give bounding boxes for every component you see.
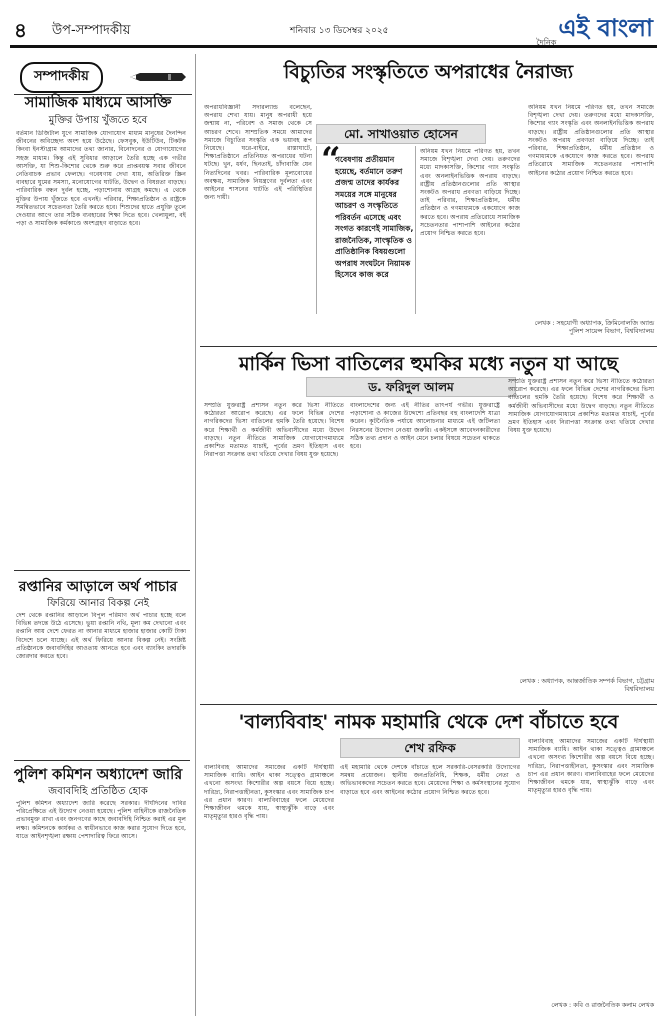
- article-3-body-right: বাল্যবিবাহ আমাদের সমাজের একটি দীর্ঘস্থায়ী সামাজিক ব্যাধি। আইন থাকা সত্ত্বেও গ্রামাঞ্চলে এখনো অসংখ্য কিশোরীর অল্প বয়সে বিয়ে হচ্ছে। দারিদ্র্য, নিরাপত্তাহীনতা, কুসংস্কার এবং সামাজিক চাপ এর প্রধান কারণ। বাল্যবিবাহের ফলে মেয়েদের শিক্ষাজীবন থমকে যায়, স্বাস্থ্যঝুঁকি বাড়ে এবং মাতৃমৃত্যুর হারও বৃদ্ধি পায়।: [528, 738, 654, 795]
- article-1-body-right: অনিয়ম যখন নিয়মে পরিণত হয়, তখন সমাজে বিশৃঙ্খলা দেখা দেয়। তরুণদের মধ্যে মাদকাসক্তি, কিশোর গ্যাং সংস্কৃতি এবং অনলাইনভিত্তিক অপরাধ বাড়ছে। রাষ্ট্রীয় প্রতিষ্ঠানগুলোর প্রতি আস্থার সংকটও অপরাধ প্রবণতা বাড়িয়ে দিচ্ছে। তাই পরিবার, শিক্ষাপ্রতিষ্ঠান, ধর্মীয় প্রতিষ্ঠান ও গণমাধ্যমকে একযোগে কাজ করতে হবে। অপরাধ প্রতিরোধে সামাজিক সচেতনতার পাশাপাশি আইনের কঠোর প্রয়োগ নিশ্চিত করতে হবে।: [528, 104, 654, 177]
- article-3-body-left: বাল্যবিবাহ আমাদের সমাজের একটি দীর্ঘস্থায়ী সামাজিক ব্যাধি। আইন থাকা সত্ত্বেও গ্রামাঞ্চলে এখনো অসংখ্য কিশোরীর অল্প বয়সে বিয়ে হচ্ছে। দারিদ্র্য, নিরাপত্তাহীনতা, কুসংস্কার এবং সামাজিক চাপ এর প্রধান কারণ। বাল্যবিবাহের ফলে মেয়েদের শিক্ষাজীবন থমকে যায়, স্বাস্থ্যঝুঁকি বাড়ে এবং মাতৃমৃত্যুর হারও বৃদ্ধি পায়।: [204, 764, 334, 821]
- article-2-author: ড. ফরিদুল আলম: [306, 377, 516, 397]
- editorial-1-title: সামাজিক মাধ্যমে আসক্তি: [24, 94, 172, 111]
- divider: [200, 704, 657, 705]
- masthead-title: এই বাংলা: [558, 13, 653, 42]
- article-1-author: মো. সাখাওয়াত হোসেন: [316, 124, 486, 144]
- editorial-1-body: বর্তমান ডিজিটাল যুগে সামাজিক যোগাযোগ মাধ্যম মানুষের দৈনন্দিন জীবনের অবিচ্ছেদ্য অংশ হয়ে উঠেছে। ফেসবুক, ইউটিউব, টিকটক কিংবা ইনস্টাগ্রাম আমাদের তথ্য জানার, বিনোদনের ও যোগাযোগের সহজ মাধ্যম। কিন্তু এই সুবিধার আড়ালে তৈরি হচ্ছে এক গভীর আসক্তি, যা শিশু-কিশোর থেকে শুরু করে প্রাপ্তবয়স্ক সবার জীবনে নেতিবাচক প্রভাব ফেলছে। গবেষণায় দেখা যায়, অতিরিক্ত স্ক্রিন ব্যবহারে ঘুমের সমস্যা, মনোযোগের ঘাটতি, উদ্বেগ ও বিষণ্ণতা বাড়ছে। পারিবারিক বন্ধন দুর্বল হচ্ছে, পড়াশোনায় আগ্রহ কমছে। এ থেকে মুক্তির উপায় খুঁজতে হবে এখনই। পরিবার, শিক্ষাপ্রতিষ্ঠান ও রাষ্ট্রকে সমন্বিতভাবে সচেতনতা তৈরি করতে হবে। শিশুদের হাতে প্রযুক্তি তুলে দেওয়ার আগে তার সঠিক ব্যবহারের শিক্ষা দিতে হবে। খেলাধুলা, বই পড়া ও সামাজিক কর্মকাণ্ডে অংশগ্রহণ বাড়াতে হবে।: [16, 130, 186, 228]
- article-1-author-note: লেখক : সহযোগী অধ্যাপক, ক্রিমিনোলজি অ্যান্ড পুলিশ সায়েন্স বিভাগ, বিশ্ববিদ্যালয়: [534, 320, 654, 335]
- masthead-logo: [536, 10, 653, 50]
- pull-quote: [316, 140, 416, 314]
- article-3-author-note: লেখক : কবি ও রাজনৈতিক কলাম লেখক: [551, 1002, 654, 1009]
- pen-icon: [128, 68, 188, 86]
- editorial-1-subtitle: মুক্তির উপায় খুঁজতে হবে: [48, 115, 148, 126]
- dateline: শনিবার ১৩ ডিসেম্বর ২০২৫: [290, 26, 389, 36]
- article-1-title: বিচ্যুতির সংস্কৃতিতে অপরাধের নৈরাজ্য: [283, 61, 574, 83]
- divider: [14, 570, 190, 571]
- divider: [14, 760, 190, 761]
- article-2-title: মার্কিন ভিসা বাতিলের হুমকির মধ্যে নতুন যা আছে: [238, 353, 618, 375]
- pull-quote-text: গবেষণায় প্রতীয়মান হয়েছে, বর্তমানে তরুণ প্রজন্ম তাদের কার্যকর সময়ের সঙ্গে মানুষের আচরণ ও সংস্কৃতিতে পরিবর্তন এসেছে এবং সংগত কারণেই সামাজিক, রাজনৈতিক, সাংস্কৃতিক ও প্রাতিষ্ঠানিক বিষয়গুলো অপরাধ সংঘটনে নিয়ামক হিসেবে কাজ করে: [335, 155, 414, 279]
- section-name: উপ-সম্পাদকীয়: [52, 23, 131, 38]
- divider: [200, 346, 657, 347]
- article-1-body-middle: অনিয়ম যখন নিয়মে পরিণত হয়, তখন সমাজে বিশৃঙ্খলা দেখা দেয়। তরুণদের মধ্যে মাদকাসক্তি, কিশোর গ্যাং সংস্কৃতি এবং অনলাইনভিত্তিক অপরাধ বাড়ছে। রাষ্ট্রীয় প্রতিষ্ঠানগুলোর প্রতি আস্থার সংকটও অপরাধ প্রবণতা বাড়িয়ে দিচ্ছে। তাই পরিবার, শিক্ষাপ্রতিষ্ঠান, ধর্মীয় প্রতিষ্ঠান ও গণমাধ্যমকে একযোগে কাজ করতে হবে। অপরাধ প্রতিরোধে সামাজিক সচেতনতার পাশাপাশি আইনের কঠোর প্রয়োগ নিশ্চিত করতে হবে।: [420, 148, 520, 238]
- article-2-author-note: লেখক : অধ্যাপক, আন্তর্জাতিক সম্পর্ক বিভাগ, চট্টগ্রাম বিশ্ববিদ্যালয়: [519, 678, 654, 693]
- editorial-2-title: রপ্তানির আড়ালে অর্থ পাচার: [18, 579, 178, 595]
- article-3-author: শেখ রফিক: [340, 738, 520, 758]
- editorial-3-title: পুলিশ কমিশন অধ্যাদেশ জারি: [13, 766, 183, 783]
- editorial-badge: সম্পাদকীয়: [20, 62, 103, 93]
- page-header: [10, 8, 657, 48]
- article-2-body-middle: বাংলাদেশের জন্য এই নীতির তাৎপর্য গভীর। যুক্তরাষ্ট্রে পড়াশোনা ও কাজের উদ্দেশ্যে প্রতিবছর বহু বাংলাদেশি যাত্রা করেন। কূটনৈতিক পর্যায়ে আলোচনার মাধ্যমে এই জটিলতা নিরসনের উদ্যোগ নেওয়া জরুরি। একইসঙ্গে আবেদনকারীদের সঠিক তথ্য প্রদান ও আইন মেনে চলার বিষয়ে সচেতন থাকতে হবে।: [350, 402, 500, 451]
- article-3-body-middle: এই মহামারি থেকে দেশকে বাঁচাতে হলে সরকারি-বেসরকারি উদ্যোগের সমন্বয় প্রয়োজন। স্থানীয় জনপ্রতিনিধি, শিক্ষক, ধর্মীয় নেতা ও অভিভাবকদের সচেতন করতে হবে। মেয়েদের শিক্ষা ও কর্মসংস্থানের সুযোগ বাড়াতে হবে এবং আইনের কঠোর প্রয়োগ নিশ্চিত করতে হবে।: [340, 764, 520, 796]
- editorial-2-subtitle: ফিরিয়ে আনার বিকল্প নেই: [47, 598, 149, 609]
- editorial-3-body: পুলিশ কমিশন অধ্যাদেশ জারি করেছে সরকার। দীর্ঘদিনের দাবির পরিপ্রেক্ষিতে এই উদ্যোগ নেওয়া হয়েছে। পুলিশ বাহিনীকে রাজনৈতিক প্রভাবমুক্ত রাখা এবং জনগণের কাছে জবাবদিহি নিশ্চিত করাই এর মূল লক্ষ্য। কমিশনকে কার্যকর ও স্বাধীনভাবে কাজ করার সুযোগ দিতে হবে, যাতে আইনশৃঙ্খলা রক্ষায় পেশাদারিত্ব ফিরে আসে।: [16, 800, 186, 840]
- editorial-2-body: দেশ থেকে রপ্তানির আড়ালে বিপুল পরিমাণ অর্থ পাচার হচ্ছে বলে বিভিন্ন তদন্তে উঠে এসেছে। ভুয়া রপ্তানি নথি, মূল্য কম দেখানো এবং রপ্তানি আয় দেশে ফেরত না আনার মাধ্যমে হাজার হাজার কোটি টাকা বিদেশে চলে যাচ্ছে। এই অর্থ ফিরিয়ে আনার বিকল্প নেই। সংশ্লিষ্ট প্রতিষ্ঠানকে জবাবদিহির আওতায় আনতে হবে এবং ব্যাংকিং তদারকি জোরদার করতে হবে।: [16, 612, 186, 661]
- editorial-3-subtitle: জবাবদিহি প্রতিষ্ঠিত হোক: [48, 786, 148, 797]
- article-1-body-left: অপরাধবিজ্ঞানী সদারল্যান্ড বলেছেন, অপরাধ শেখা যায়। মানুষ অপরাধী হয়ে জন্মায় না, পরিবেশ ও সমাজ থেকে সে আচরণ শেখে। সাম্প্রতিক সময়ে আমাদের সমাজে বিচ্যুতির সংস্কৃতি এক ভয়াবহ রূপ নিয়েছে। ঘরে-বাইরে, রাস্তাঘাটে, শিক্ষাপ্রতিষ্ঠানে প্রতিনিয়ত অপরাধের ঘটনা ঘটছে। খুন, ধর্ষণ, ছিনতাই, চাঁদাবাজি যেন নিত্যদিনের খবর। পারিবারিক মূল্যবোধের অবক্ষয়, সামাজিক নিয়ন্ত্রণের দুর্বলতা এবং আইনের শাসনের ঘাটতি এই পরিস্থিতির জন্য দায়ী।: [204, 104, 312, 202]
- page-number: ৪: [14, 18, 27, 42]
- article-2-body-right: সম্প্রতি যুক্তরাষ্ট্র প্রশাসন নতুন করে ভিসা নীতিতে কঠোরতা আরোপ করেছে। এর ফলে বিভিন্ন দেশের নাগরিকদের ভিসা বাতিলের হুমকি তৈরি হয়েছে। বিশেষ করে শিক্ষার্থী ও কর্মজীবী অভিবাসীদের মধ্যে উদ্বেগ বাড়ছে। নতুন নীতিতে সামাজিক যোগাযোগমাধ্যমে প্রকাশিত মতামত যাচাই, পূর্বের ভ্রমণ ইতিহাস এবং নিরাপত্তা সংক্রান্ত তথ্য খতিয়ে দেখার বিষয় যুক্ত হয়েছে।: [508, 378, 654, 435]
- editorial-badge-area: [14, 58, 192, 92]
- article-2-body-left: সম্প্রতি যুক্তরাষ্ট্র প্রশাসন নতুন করে ভিসা নীতিতে কঠোরতা আরোপ করেছে। এর ফলে বিভিন্ন দেশের নাগরিকদের ভিসা বাতিলের হুমকি তৈরি হয়েছে। বিশেষ করে শিক্ষার্থী ও কর্মজীবী অভিবাসীদের মধ্যে উদ্বেগ বাড়ছে। নতুন নীতিতে সামাজিক যোগাযোগমাধ্যমে প্রকাশিত মতামত যাচাই, পূর্বের ভ্রমণ ইতিহাস এবং নিরাপত্তা সংক্রান্ত তথ্য খতিয়ে দেখার বিষয় যুক্ত হয়েছে।: [204, 402, 344, 459]
- article-3-title: 'বাল্যবিবাহ' নামক মহামারি থেকে দেশ বাঁচাতে হবে: [238, 711, 619, 733]
- quote-icon: “: [321, 140, 341, 180]
- masthead-small: দৈনিক: [536, 38, 557, 47]
